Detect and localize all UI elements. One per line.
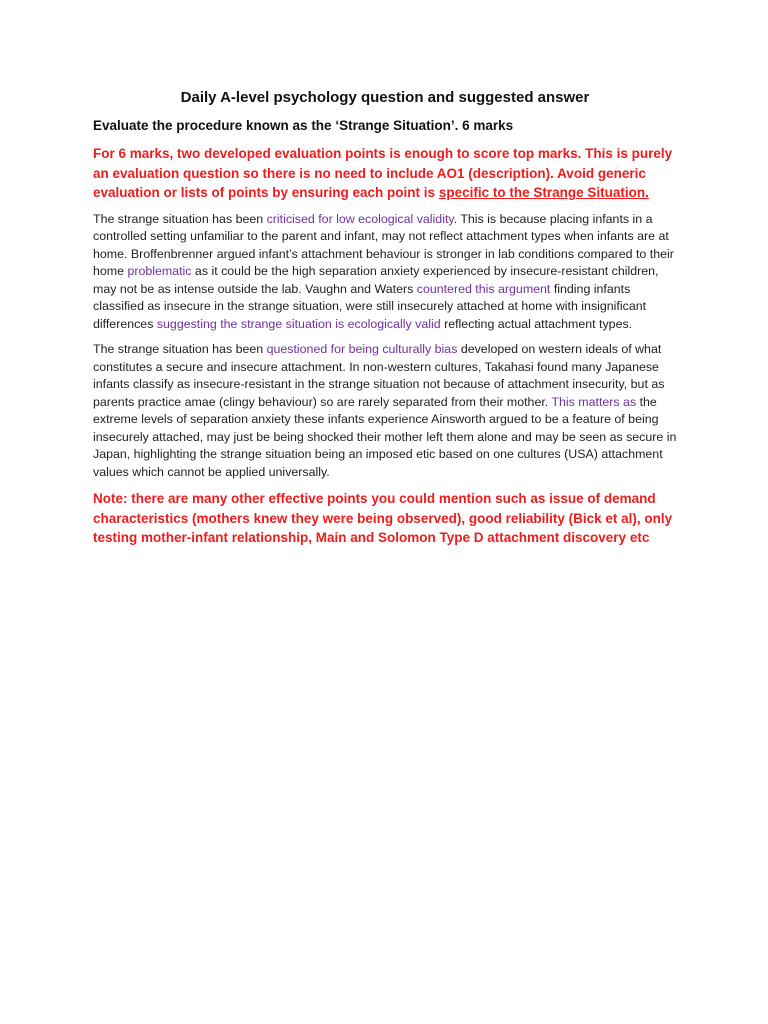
mark-scheme-note-text: For 6 marks, two developed evaluation points is enough to score top marks. This is purely an evaluation question so there is no need to include AO1 (description). Avoid generic evaluation or lists of points by ensuring each point is bbox=[93, 146, 673, 200]
paragraph-text: developed on western ideals of what constitutes a secure and insecure attachment. In non-western cultures, Takahasi found many Japanese infants classify as insecure-resistant in the strange situation not because of attachment insecurity, but as parents practice amae (clingy behaviour) so are rarely separated from their mother. bbox=[93, 342, 665, 409]
paragraph-text: as it could be the high separation anxiety experienced by insecure-resistant children, may not be as intense outside the lab. Vaughn and Waters bbox=[93, 264, 659, 296]
highlighted-phrase: countered this argument bbox=[416, 281, 551, 296]
highlighted-phrase: This matters as bbox=[551, 394, 637, 409]
document-page bbox=[93, 88, 677, 556]
paragraph-text: reflecting actual attachment types. bbox=[440, 316, 633, 331]
paragraph-text: The strange situation has been bbox=[93, 342, 267, 356]
highlighted-phrase: problematic bbox=[127, 264, 192, 278]
highlighted-phrase: criticised for low ecological validity bbox=[266, 211, 454, 226]
paragraph-text: the extreme levels of separation anxiety these infants experience Ainsworth argued to be a feature of being insecurely attached, may just be being shocked their mother left them alone and may be seen as secure in Japan, highlighting the strange situation being an imposed etic based on one cultures (USA) attachment values which cannot be applied universally. bbox=[93, 394, 677, 479]
mark-scheme-note-underlined: specific to the Strange Situation. bbox=[438, 185, 649, 200]
evaluation-paragraph-ecological-validity bbox=[93, 211, 677, 334]
closing-note: Note: there are many other effective points you could mention such as issue of demand characteristics (mothers knew they were being observed), good reliability (Bick et al), only testing mother-infant relationship, Main and Solomon Type D attachment discovery etc bbox=[93, 491, 673, 545]
paragraph-text: . This is because placing infants in a controlled setting unfamiliar to the parent and infant, may not reflect attachment types when infants are at home. Broffenbrenner argued infant’s attachment behaviour is stronger in lab conditions compared to their home bbox=[93, 211, 674, 278]
paragraph-text: finding infants classified as insecure in the strange situation, were still insecurely attached at home with insignificant differences bbox=[93, 281, 647, 331]
highlighted-phrase: suggesting the strange situation is ecologically valid bbox=[156, 316, 441, 331]
page-title: Daily A-level psychology question and suggested answer bbox=[180, 89, 590, 106]
highlighted-phrase: questioned for being culturally bias bbox=[266, 342, 458, 356]
evaluation-paragraph-cultural-bias bbox=[93, 341, 677, 481]
mark-scheme-note bbox=[93, 144, 677, 203]
paragraph-text: The strange situation has been bbox=[93, 211, 267, 226]
exam-question: Evaluate the procedure known as the ‘Strange Situation’. 6 marks bbox=[93, 118, 514, 133]
